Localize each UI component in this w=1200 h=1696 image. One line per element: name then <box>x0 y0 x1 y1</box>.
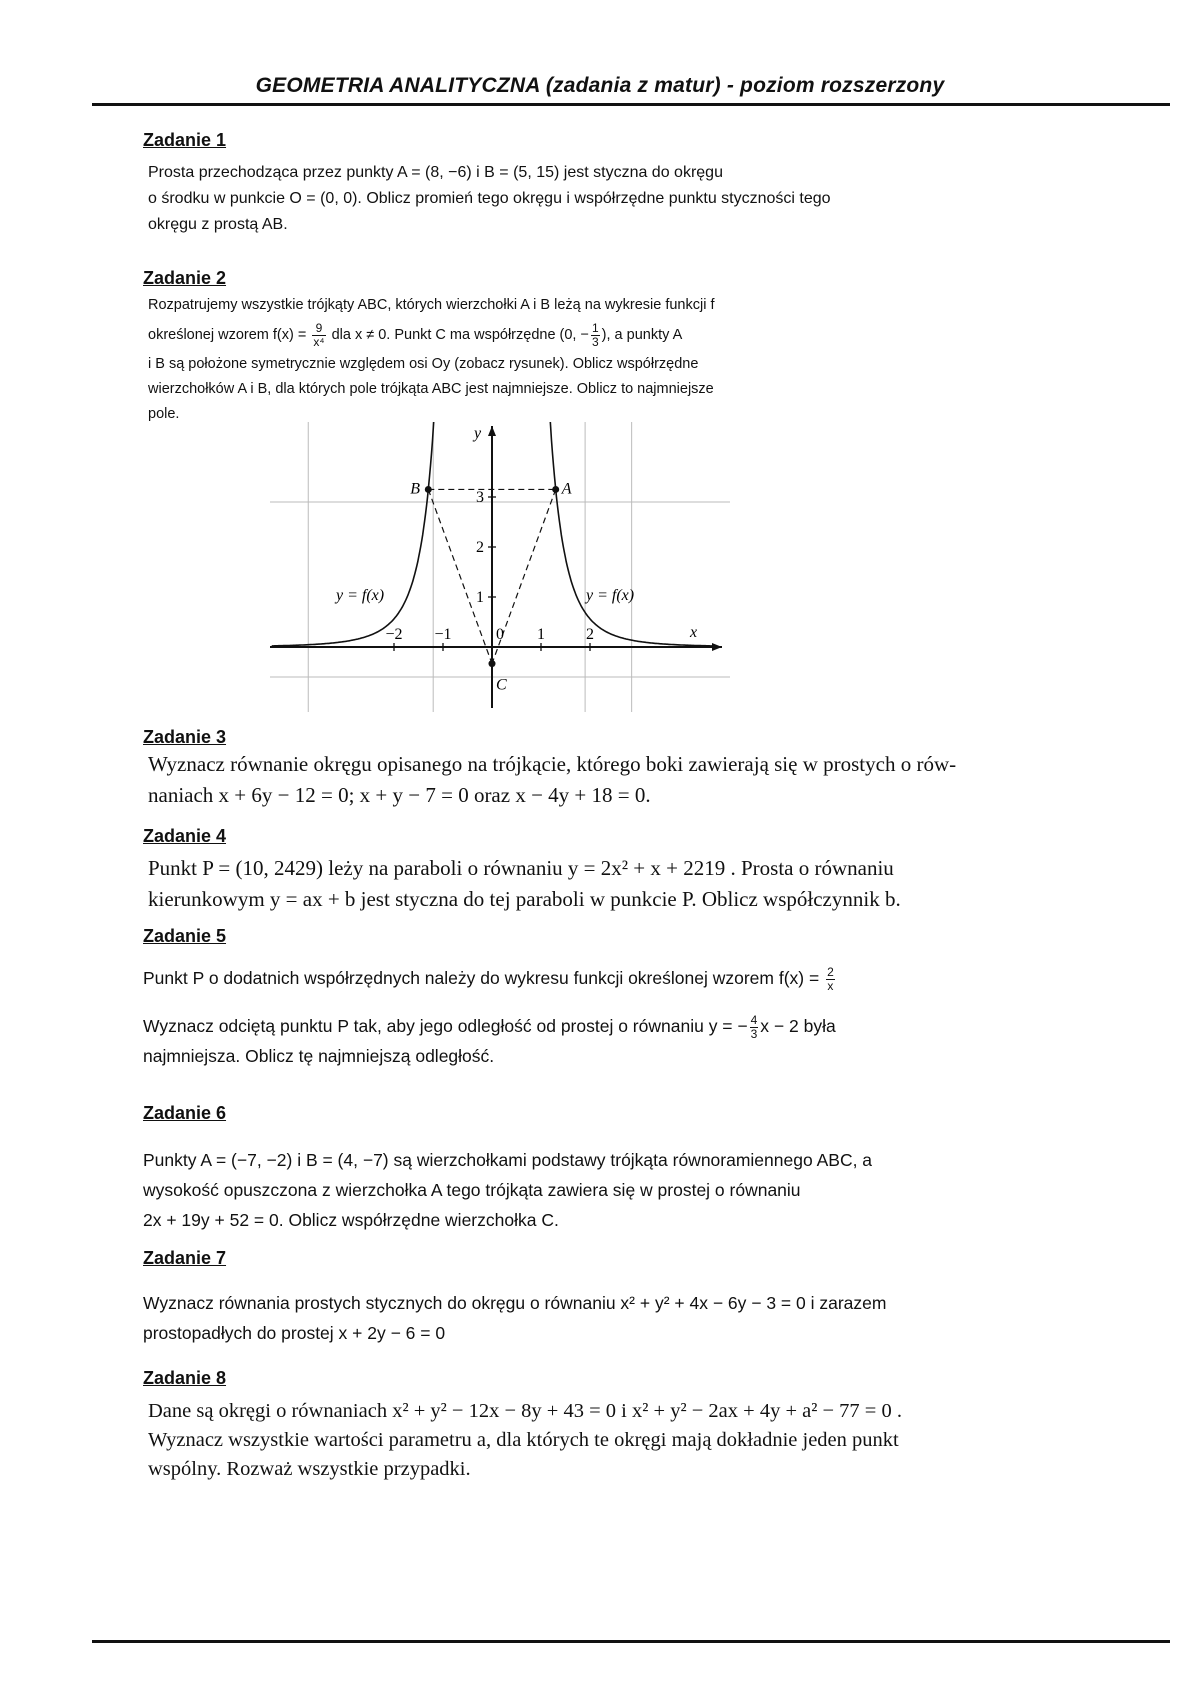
point-b-label: B <box>410 480 421 498</box>
task-7-body <box>143 1288 886 1348</box>
page-title: GEOMETRIA ANALITYCZNA (zadania z matur) - poziom rozszerzony <box>255 74 945 97</box>
task-1-heading: Zadanie 1 <box>143 130 227 150</box>
x-tick-label: 2 <box>586 626 594 643</box>
fraction-denominator: 3 <box>750 1026 758 1041</box>
task-6-line-3: 2x + 19y + 52 = 0. Oblicz współrzędne wierzchołka C. <box>143 1210 559 1230</box>
task-6-line-2: wysokość opuszczona z wierzchołka A tego trójkąta zawiera się w prostej o równaniu <box>143 1180 801 1200</box>
task-5-line-2 <box>143 1011 837 1041</box>
task-4-heading: Zadanie 4 <box>143 826 227 846</box>
task-7-line-2: prostopadłych do prostej x + 2y − 6 = 0 <box>143 1323 446 1343</box>
task-1-line-2: o środku w punkcie O = (0, 0). Oblicz promień tego okręgu i współrzędne punktu styczności tego <box>148 190 831 207</box>
task-2-line-1: Rozpatrujemy wszystkie trójkąty ABC, których wierzchołki A i B leżą na wykresie funkcji f <box>148 297 715 313</box>
task-2-line-2-end: ), a punkty A <box>601 327 683 343</box>
task-2-heading: Zadanie 2 <box>143 268 227 288</box>
graph-labels <box>334 425 697 694</box>
header-rule <box>92 103 1170 106</box>
task-5-heading: Zadanie 5 <box>143 926 227 946</box>
fraction-numerator: 9 <box>312 322 325 336</box>
task-5-line-1 <box>143 963 837 993</box>
task-2-line-3: i B są położone symetrycznie względem osi Oy (zobacz rysunek). Oblicz współrzędne <box>148 356 699 372</box>
task-5-body <box>143 963 837 1071</box>
point-a-label: A <box>561 480 572 498</box>
fraction-denominator: x <box>827 978 834 993</box>
fraction-denominator: 3 <box>591 334 599 349</box>
curve-right-label: y = f(x) <box>586 587 635 604</box>
y-tick-label: 1 <box>476 589 484 606</box>
task-3-body <box>148 749 956 811</box>
y-axis-label: y <box>474 425 482 442</box>
curve-right <box>538 422 713 646</box>
task-6-body <box>143 1145 872 1235</box>
task-3-heading: Zadanie 3 <box>143 727 227 747</box>
fraction-9-over-x4 <box>312 322 325 349</box>
fraction-numerator: 2 <box>827 964 834 979</box>
task-5-line-1-text: Punkt P o dodatnich współrzędnych należy do wykresu funkcji określonej wzorem f(x) = <box>143 968 820 988</box>
graph-axes <box>270 426 722 708</box>
task-5-line-2-end: x − 2 była <box>760 1016 836 1036</box>
fraction-denominator: x⁴ <box>313 334 325 349</box>
task-2-line-2 <box>148 318 715 352</box>
function-graph-figure <box>270 422 730 712</box>
point-c <box>489 660 496 667</box>
task-6-line-1: Punkty A = (−7, −2) i B = (4, −7) są wierzchołkami podstawy trójkąta równoramiennego ABC, a <box>143 1150 873 1170</box>
task-3-line-2: naniach x + 6y − 12 = 0; x + y − 7 = 0 oraz x − 4y + 18 = 0. <box>148 783 651 807</box>
task-4-line-1: Punkt P = (10, 2429) leży na paraboli o równaniu y = 2x² + x + 2219 . Prosta o równaniu <box>148 856 894 880</box>
x-tick-label: −2 <box>385 626 403 643</box>
graph-grid <box>270 422 730 712</box>
task-2-line-2-start: określonej wzorem f(x) = <box>148 327 307 343</box>
task-5-line-2-text: Wyznacz odciętą punktu P tak, aby jego odległość od prostej o równaniu y = − <box>143 1016 748 1036</box>
fraction-1-over-3 <box>591 322 600 349</box>
x-tick-label: 1 <box>537 626 545 643</box>
fraction-numerator: 4 <box>750 1012 758 1027</box>
task-1-line-1: Prosta przechodząca przez punkty A = (8, −6) i B = (5, 15) jest styczna do okręgu <box>148 164 723 181</box>
curve-left <box>272 422 447 646</box>
point-c-label: C <box>496 676 507 694</box>
x-tick-label: −1 <box>434 626 452 643</box>
point-a <box>552 486 559 493</box>
task-7-heading: Zadanie 7 <box>143 1248 227 1268</box>
task-8-heading: Zadanie 8 <box>143 1368 227 1388</box>
footer-rule <box>92 1640 1170 1643</box>
point-b <box>425 486 432 493</box>
task-6-heading: Zadanie 6 <box>143 1103 227 1123</box>
task-8-line-2: Wyznacz wszystkie wartości parametru a, dla których te okręgi mają dokładnie jeden punkt <box>148 1429 899 1451</box>
task-7-line-1: Wyznacz równania prostych stycznych do okręgu o równaniu x² + y² + 4x − 6y − 3 = 0 i zarazem <box>143 1293 887 1313</box>
task-2-body <box>148 293 715 427</box>
task-8-body <box>148 1397 902 1484</box>
task-8-line-1: Dane są okręgi o równaniach x² + y² − 12x − 8y + 43 = 0 i x² + y² − 2ax + 4y + a² − 77 = 0 . <box>148 1400 902 1422</box>
fraction-numerator: 1 <box>591 320 599 335</box>
x-axis-label: x <box>690 624 698 641</box>
task-1-line-3: okręgu z prostą AB. <box>148 216 288 233</box>
task-5-line-3: najmniejsza. Oblicz tę najmniejszą odległość. <box>143 1046 495 1066</box>
y-tick-label: 3 <box>476 489 484 506</box>
task-2-line-4: wierzchołków A i B, dla których pole trójkąta ABC jest najmniejsze. Oblicz to najmniejsze <box>148 381 714 397</box>
y-axis-arrow <box>488 426 496 436</box>
task-4-line-2: kierunkowym y = ax + b jest styczna do tej paraboli w punkcie P. Oblicz współczynnik b. <box>148 887 901 911</box>
x-tick-label: 0 <box>496 626 504 643</box>
task-4-body <box>148 853 901 915</box>
task-1-body <box>148 160 831 238</box>
fraction-2-over-x <box>826 966 835 993</box>
fraction-4-over-3 <box>750 1014 759 1041</box>
task-2-line-5: pole. <box>148 406 180 422</box>
task-2-line-2-mid: dla x ≠ 0. Punkt C ma współrzędne (0, − <box>331 327 589 343</box>
x-axis-arrow <box>712 643 722 651</box>
task-3-line-1: Wyznacz równanie okręgu opisanego na trójkącie, którego boki zawierają się w prostych o rów- <box>148 752 957 776</box>
curve-left-label: y = f(x) <box>336 587 385 604</box>
task-8-line-3: wspólny. Rozważ wszystkie przypadki. <box>148 1458 471 1480</box>
y-tick-label: 2 <box>476 539 484 556</box>
